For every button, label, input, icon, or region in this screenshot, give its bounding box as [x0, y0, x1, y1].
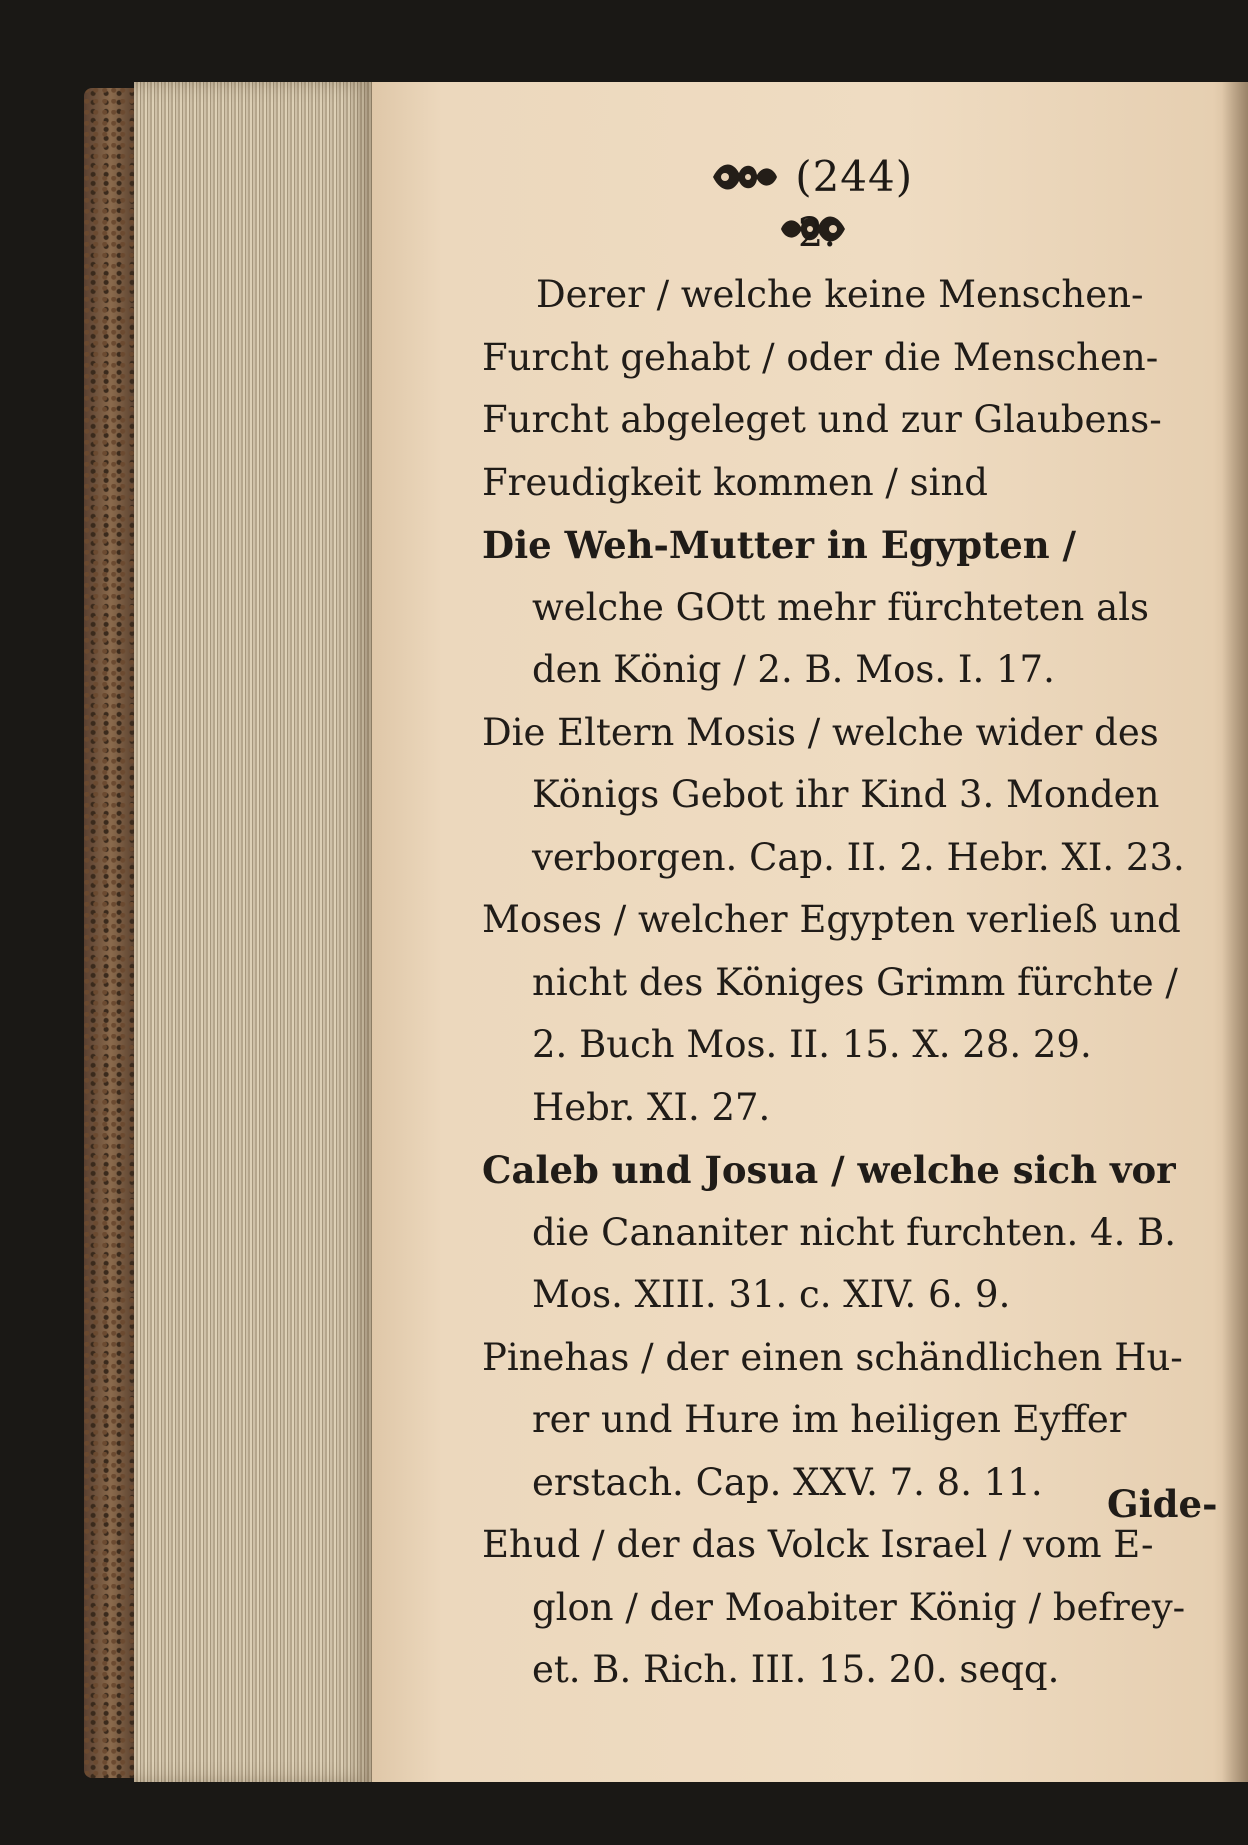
text-line: den König / 2. B. Mos. I. 17. [532, 648, 1055, 691]
text-line: erstach. Cap. XXV. 7. 8. 11. [532, 1460, 1043, 1504]
text-line: welche GOtt mehr fürchteten als [532, 585, 1150, 629]
text-line: verborgen. Cap. II. 2. Hebr. XI. 23. [532, 835, 1185, 879]
text-line: Mos. XIII. 31. c. XIV. 6. 9. [532, 1273, 1011, 1316]
text-line: Ehud / der das Volck Israel / vom E- [482, 1523, 1154, 1566]
book [84, 82, 1218, 1782]
text-line: Moses / welcher Egypten verließ und [482, 898, 1181, 941]
text-line: 2. Buch Mos. II. 15. X. 28. 29. [532, 1023, 1092, 1066]
text-line: Caleb und Josua / welche sich vor [482, 1148, 1176, 1192]
text-line: Derer / welche keine Menschen- [536, 273, 1144, 316]
text-line: Furcht gehabt / oder die Menschen- [482, 335, 1159, 379]
page-number: (244) [795, 152, 914, 201]
text-line: Die Weh-Mutter in Egypten / [482, 523, 1077, 567]
text-line: Furcht abgeleget und zur Glaubens- [482, 398, 1162, 441]
text-line: nicht des Königes Grimm fürchte / [532, 960, 1178, 1004]
body-text [482, 264, 1202, 1702]
text-line: rer und Hure im heiligen Eyffer [532, 1398, 1127, 1441]
ornament-left-icon [711, 156, 781, 205]
text-line: Hebr. XI. 27. [532, 1085, 771, 1129]
text-line: Pinehas / der einen schändlichen Hu- [482, 1335, 1183, 1379]
text-line: glon / der Moabiter König / befrey- [532, 1585, 1186, 1629]
section-number: 2. [797, 210, 837, 256]
page-edges [134, 82, 372, 1782]
text-line: et. B. Rich. III. 15. 20. seqq. [532, 1648, 1060, 1691]
book-page [372, 82, 1248, 1782]
catchword: Gide- [1107, 1482, 1218, 1526]
text-line: die Cananiter nicht furchten. 4. B. [532, 1210, 1177, 1254]
text-line: Die Eltern Mosis / welche wider des [482, 710, 1159, 754]
text-line: Freudigkeit kommen / sind [482, 460, 988, 504]
text-line: Königs Gebot ihr Kind 3. Monden [532, 773, 1160, 816]
